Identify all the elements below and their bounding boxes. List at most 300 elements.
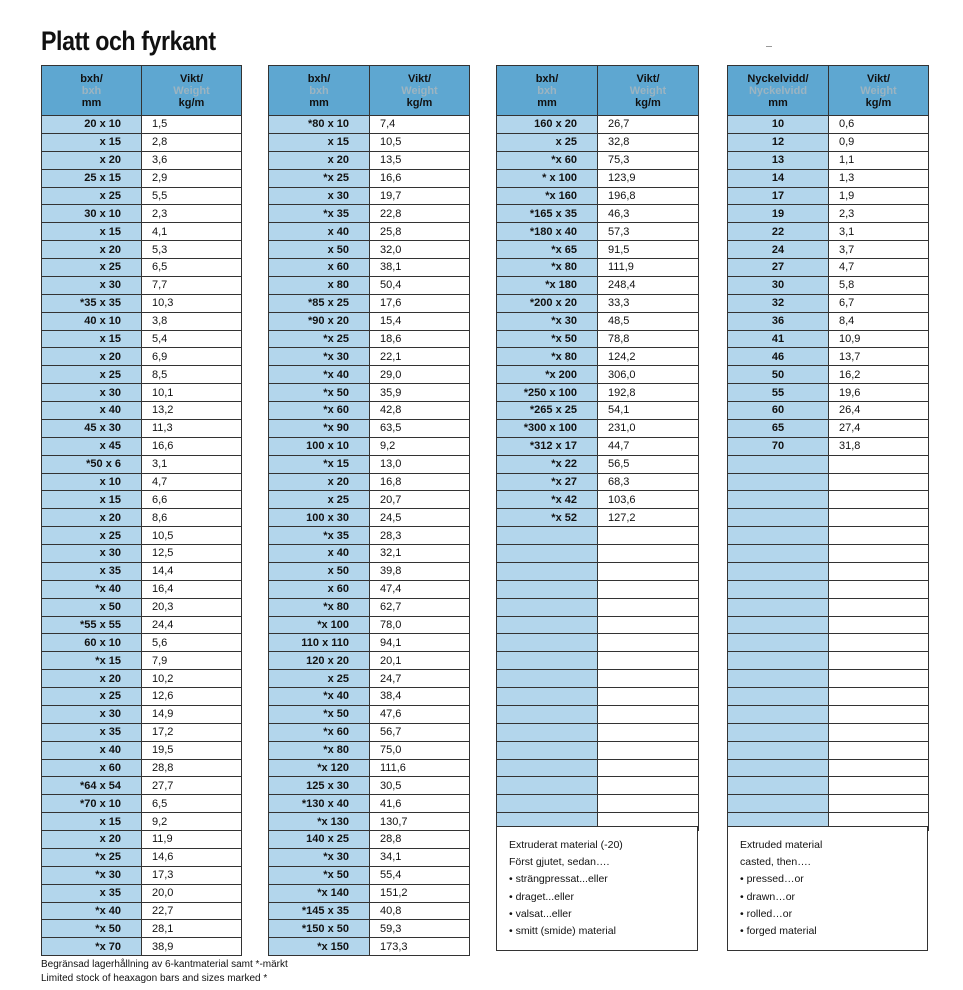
weight-cell: 39,8: [370, 562, 470, 580]
size-cell: *x 80: [497, 348, 598, 366]
flat-bar-table-2: [268, 65, 470, 956]
weight-cell: 1,3: [829, 169, 929, 187]
weight-cell: 196,8: [598, 187, 699, 205]
size-cell: [497, 705, 598, 723]
note-line: • valsat...eller: [509, 907, 572, 920]
table-row: [269, 616, 470, 634]
size-cell: *x 52: [497, 509, 598, 527]
table-row: [42, 884, 242, 902]
table-row: [269, 509, 470, 527]
table-row: [269, 580, 470, 598]
size-cell: x 25: [42, 527, 142, 545]
weight-cell: [829, 491, 929, 509]
table-row: [497, 741, 699, 759]
weight-cell: 24,5: [370, 509, 470, 527]
table-row: [42, 634, 242, 652]
footnote-line-en: Limited stock of heaxagon bars and sizes marked *: [41, 973, 268, 984]
table-row: [42, 759, 242, 777]
table-row: [42, 402, 242, 420]
weight-cell: 6,5: [142, 795, 242, 813]
weight-cell: 46,3: [598, 205, 699, 223]
table-row: [497, 151, 699, 169]
table-row: [497, 509, 699, 527]
hex-size-cell: 65: [728, 419, 829, 437]
table-row: [42, 473, 242, 491]
weight-cell: 8,5: [142, 366, 242, 384]
table-row: [497, 759, 699, 777]
table-row: [269, 402, 470, 420]
size-cell: *x 40: [269, 366, 370, 384]
table-row: [497, 634, 699, 652]
weight-cell: 35,9: [370, 384, 470, 402]
table-row: [42, 848, 242, 866]
weight-cell: 6,9: [142, 348, 242, 366]
size-cell: *x 50: [269, 866, 370, 884]
table-row: [42, 562, 242, 580]
weight-cell: [829, 616, 929, 634]
size-cell: *180 x 40: [497, 223, 598, 241]
size-cell: x 25: [42, 366, 142, 384]
note-line: Först gjutet, sedan….: [509, 856, 610, 869]
table-row: [269, 348, 470, 366]
table-row: [42, 938, 242, 956]
hex-size-cell: 30: [728, 276, 829, 294]
size-cell: *x 80: [269, 598, 370, 616]
weight-cell: [829, 705, 929, 723]
weight-cell: 42,8: [370, 402, 470, 420]
hex-size-cell: [728, 705, 829, 723]
size-cell: x 10: [42, 473, 142, 491]
table-row: [42, 920, 242, 938]
size-cell: x 50: [42, 598, 142, 616]
size-cell: x 60: [269, 580, 370, 598]
weight-cell: 47,4: [370, 580, 470, 598]
table-row: [728, 616, 929, 634]
table-row: [497, 795, 699, 813]
table-row: [728, 670, 929, 688]
weight-cell: 16,2: [829, 366, 929, 384]
page-title: Platt och fyrkant: [41, 26, 216, 56]
size-cell: *130 x 40: [269, 795, 370, 813]
table-row: [728, 312, 929, 330]
weight-cell: 22,1: [370, 348, 470, 366]
table-row: [269, 187, 470, 205]
weight-cell: [829, 759, 929, 777]
table-row: [728, 688, 929, 706]
table-row: [269, 598, 470, 616]
weight-cell: 59,3: [370, 920, 470, 938]
table-row: [728, 455, 929, 473]
table-row: [42, 330, 242, 348]
hex-size-cell: 19: [728, 205, 829, 223]
weight-cell: 55,4: [370, 866, 470, 884]
size-cell: x 20: [42, 241, 142, 259]
weight-cell: [598, 705, 699, 723]
note-line: casted, then….: [740, 856, 811, 869]
size-cell: x 80: [269, 276, 370, 294]
weight-cell: [598, 598, 699, 616]
table-row: [728, 705, 929, 723]
weight-cell: 54,1: [598, 402, 699, 420]
size-cell: [497, 777, 598, 795]
weight-cell: 16,6: [142, 437, 242, 455]
table-row: [269, 902, 470, 920]
table-row: [42, 831, 242, 849]
table-row: [42, 866, 242, 884]
weight-cell: 111,6: [370, 759, 470, 777]
table-row: [497, 777, 699, 795]
weight-cell: 14,6: [142, 848, 242, 866]
hex-size-cell: 41: [728, 330, 829, 348]
size-cell: *x 15: [269, 455, 370, 473]
weight-cell: 20,3: [142, 598, 242, 616]
table-row: [269, 652, 470, 670]
size-cell: x 30: [42, 276, 142, 294]
weight-cell: 2,8: [142, 133, 242, 151]
table-row: [728, 562, 929, 580]
weight-cell: 5,4: [142, 330, 242, 348]
table-row: [269, 259, 470, 277]
table-row: [728, 795, 929, 813]
weight-cell: 0,6: [829, 116, 929, 134]
weight-cell: [829, 509, 929, 527]
size-cell: *165 x 35: [497, 205, 598, 223]
table-row: [269, 670, 470, 688]
size-cell: x 35: [42, 723, 142, 741]
table-row: [269, 294, 470, 312]
size-cell: *x 140: [269, 884, 370, 902]
size-cell: *x 60: [269, 723, 370, 741]
weight-cell: 62,7: [370, 598, 470, 616]
weight-cell: 17,3: [142, 866, 242, 884]
table-row: [728, 652, 929, 670]
hex-size-cell: 14: [728, 169, 829, 187]
weight-cell: 3,1: [142, 455, 242, 473]
weight-cell: 103,6: [598, 491, 699, 509]
weight-column-header: Vikt/ Weight kg/m: [829, 66, 929, 116]
table-row: [42, 652, 242, 670]
size-cell: *x 80: [497, 259, 598, 277]
weight-cell: 28,8: [370, 831, 470, 849]
table-row: [497, 187, 699, 205]
table-row: [497, 616, 699, 634]
weight-cell: 6,6: [142, 491, 242, 509]
table-row: [42, 294, 242, 312]
weight-cell: 32,1: [370, 545, 470, 563]
weight-cell: 4,1: [142, 223, 242, 241]
note-line: • draget...eller: [509, 890, 574, 903]
weight-cell: [829, 688, 929, 706]
size-cell: 30 x 10: [42, 205, 142, 223]
table-row: [42, 366, 242, 384]
size-cell: *x 40: [269, 688, 370, 706]
weight-cell: 1,5: [142, 116, 242, 134]
size-cell: x 25: [269, 670, 370, 688]
note-line: Extruderat material (-20): [509, 839, 623, 851]
size-column-header: bxh/ bxh mm: [497, 66, 598, 116]
size-cell: *x 100: [269, 616, 370, 634]
hex-size-cell: [728, 759, 829, 777]
weight-cell: 91,5: [598, 241, 699, 259]
weight-cell: 17,2: [142, 723, 242, 741]
weight-cell: 28,8: [142, 759, 242, 777]
weight-cell: 6,5: [142, 259, 242, 277]
table-row: [269, 223, 470, 241]
size-cell: 60 x 10: [42, 634, 142, 652]
table-row: [269, 133, 470, 151]
table-row: [728, 205, 929, 223]
size-cell: *x 25: [42, 848, 142, 866]
table-row: [497, 223, 699, 241]
table-row: [42, 705, 242, 723]
size-cell: x 60: [42, 759, 142, 777]
size-cell: *55 x 55: [42, 616, 142, 634]
weight-cell: 7,9: [142, 652, 242, 670]
table-row: [497, 670, 699, 688]
weight-cell: 16,4: [142, 580, 242, 598]
hex-size-cell: [728, 562, 829, 580]
size-cell: *x 30: [497, 312, 598, 330]
size-cell: *250 x 100: [497, 384, 598, 402]
table-row: [497, 437, 699, 455]
table-row: [728, 384, 929, 402]
note-box-swedish: [496, 826, 698, 951]
table-row: [728, 527, 929, 545]
weight-cell: 13,5: [370, 151, 470, 169]
table-row: [269, 330, 470, 348]
size-cell: x 60: [269, 259, 370, 277]
weight-cell: 10,3: [142, 294, 242, 312]
size-cell: x 50: [269, 562, 370, 580]
weight-cell: 2,3: [829, 205, 929, 223]
size-cell: x 20: [42, 348, 142, 366]
table-row: [728, 294, 929, 312]
weight-cell: 20,7: [370, 491, 470, 509]
weight-cell: 25,8: [370, 223, 470, 241]
table-row: [497, 294, 699, 312]
table-row: [42, 241, 242, 259]
table-row: [728, 598, 929, 616]
table-row: [728, 741, 929, 759]
weight-cell: 26,4: [829, 402, 929, 420]
weight-cell: 1,1: [829, 151, 929, 169]
weight-cell: 56,5: [598, 455, 699, 473]
size-cell: x 20: [42, 831, 142, 849]
table-row: [269, 276, 470, 294]
table-row: [497, 169, 699, 187]
flat-bar-table-3: [496, 65, 699, 831]
table-row: [728, 276, 929, 294]
size-cell: x 25: [269, 491, 370, 509]
table-row: [497, 723, 699, 741]
hex-size-cell: [728, 491, 829, 509]
table-row: [728, 187, 929, 205]
size-cell: *x 25: [269, 169, 370, 187]
weight-cell: [829, 795, 929, 813]
weight-cell: 78,0: [370, 616, 470, 634]
table-row: [42, 455, 242, 473]
size-cell: x 40: [42, 741, 142, 759]
note-line: • pressed…or: [740, 873, 804, 886]
size-cell: 120 x 20: [269, 652, 370, 670]
weight-cell: 94,1: [370, 634, 470, 652]
size-cell: [497, 741, 598, 759]
table-row: [269, 741, 470, 759]
weight-cell: 11,3: [142, 419, 242, 437]
weight-column-header: Vikt/ Weight kg/m: [598, 66, 699, 116]
weight-cell: 40,8: [370, 902, 470, 920]
size-cell: 160 x 20: [497, 116, 598, 134]
table-row: [269, 848, 470, 866]
hex-size-cell: 10: [728, 116, 829, 134]
hex-size-cell: [728, 509, 829, 527]
weight-cell: [598, 580, 699, 598]
table-row: [497, 688, 699, 706]
size-cell: *312 x 17: [497, 437, 598, 455]
weight-cell: 30,5: [370, 777, 470, 795]
weight-cell: [829, 580, 929, 598]
table-row: [497, 491, 699, 509]
table-row: [269, 884, 470, 902]
size-cell: *50 x 6: [42, 455, 142, 473]
table-row: [42, 276, 242, 294]
weight-cell: 111,9: [598, 259, 699, 277]
hex-size-column-header: Nyckelvidd/ Nyckelvidd mm: [728, 66, 829, 116]
size-cell: [497, 562, 598, 580]
weight-cell: 11,9: [142, 831, 242, 849]
weight-cell: [598, 562, 699, 580]
size-cell: 110 x 110: [269, 634, 370, 652]
size-cell: [497, 670, 598, 688]
size-cell: *x 30: [269, 848, 370, 866]
weight-cell: [829, 562, 929, 580]
size-cell: *x 50: [269, 705, 370, 723]
table-row: [269, 705, 470, 723]
size-cell: x 35: [42, 884, 142, 902]
weight-cell: 26,7: [598, 116, 699, 134]
table-row: [269, 688, 470, 706]
weight-cell: 123,9: [598, 169, 699, 187]
table-row: [497, 241, 699, 259]
hex-size-cell: [728, 652, 829, 670]
weight-cell: [829, 455, 929, 473]
weight-cell: 2,9: [142, 169, 242, 187]
size-cell: *x 40: [42, 902, 142, 920]
weight-cell: 31,8: [829, 437, 929, 455]
table-row: [42, 723, 242, 741]
table-row: [269, 366, 470, 384]
size-cell: [497, 527, 598, 545]
weight-cell: 38,4: [370, 688, 470, 706]
hex-size-cell: [728, 545, 829, 563]
size-cell: x 15: [42, 813, 142, 831]
size-cell: *x 35: [269, 527, 370, 545]
table-row: [269, 759, 470, 777]
size-cell: *x 27: [497, 473, 598, 491]
weight-cell: 20,0: [142, 884, 242, 902]
weight-cell: 2,3: [142, 205, 242, 223]
footnote-line-sv: Begränsad lagerhållning av 6-kantmaterial samt *-märkt: [41, 959, 288, 970]
size-cell: * x 100: [497, 169, 598, 187]
size-cell: *x 25: [269, 330, 370, 348]
weight-cell: 10,1: [142, 384, 242, 402]
weight-cell: [829, 723, 929, 741]
hex-size-cell: [728, 795, 829, 813]
hex-size-cell: [728, 616, 829, 634]
table-row: [497, 562, 699, 580]
table-row: [42, 688, 242, 706]
table-row: [269, 920, 470, 938]
weight-cell: 13,2: [142, 402, 242, 420]
size-column-header: bxh/ bxh mm: [42, 66, 142, 116]
weight-cell: [598, 545, 699, 563]
weight-cell: 41,6: [370, 795, 470, 813]
size-cell: [497, 723, 598, 741]
weight-cell: 13,0: [370, 455, 470, 473]
table-row: [269, 777, 470, 795]
size-cell: *x 70: [42, 938, 142, 956]
table-row: [728, 419, 929, 437]
size-cell: *x 50: [497, 330, 598, 348]
hex-size-cell: [728, 688, 829, 706]
size-cell: x 25: [497, 133, 598, 151]
size-cell: x 20: [42, 509, 142, 527]
weight-cell: 38,9: [142, 938, 242, 956]
size-cell: x 25: [42, 688, 142, 706]
weight-cell: [598, 652, 699, 670]
weight-cell: 7,7: [142, 276, 242, 294]
table-row: [497, 330, 699, 348]
weight-cell: 68,3: [598, 473, 699, 491]
table-row: [728, 151, 929, 169]
table-row: [728, 169, 929, 187]
size-cell: *x 15: [42, 652, 142, 670]
weight-cell: 0,9: [829, 133, 929, 151]
size-cell: 125 x 30: [269, 777, 370, 795]
size-cell: *300 x 100: [497, 419, 598, 437]
table-row: [497, 527, 699, 545]
table-row: [497, 133, 699, 151]
size-cell: *64 x 54: [42, 777, 142, 795]
table-row: [42, 419, 242, 437]
weight-column-header: Vikt/ Weight kg/m: [370, 66, 470, 116]
weight-cell: [598, 527, 699, 545]
table-row: [269, 866, 470, 884]
table-row: [728, 241, 929, 259]
table-row: [269, 205, 470, 223]
size-cell: x 15: [42, 330, 142, 348]
footnote: [41, 958, 288, 986]
table-row: [269, 813, 470, 831]
size-cell: *x 130: [269, 813, 370, 831]
hex-size-cell: 70: [728, 437, 829, 455]
table-row: [497, 705, 699, 723]
weight-cell: 29,0: [370, 366, 470, 384]
weight-cell: [598, 777, 699, 795]
weight-cell: 5,6: [142, 634, 242, 652]
weight-cell: 57,3: [598, 223, 699, 241]
hex-size-cell: 27: [728, 259, 829, 277]
table-row: [728, 348, 929, 366]
weight-cell: [829, 545, 929, 563]
weight-cell: 16,6: [370, 169, 470, 187]
hex-size-cell: 22: [728, 223, 829, 241]
table-row: [42, 187, 242, 205]
size-cell: *x 40: [42, 580, 142, 598]
size-cell: *150 x 50: [269, 920, 370, 938]
table-row: [728, 402, 929, 420]
weight-cell: 33,3: [598, 294, 699, 312]
